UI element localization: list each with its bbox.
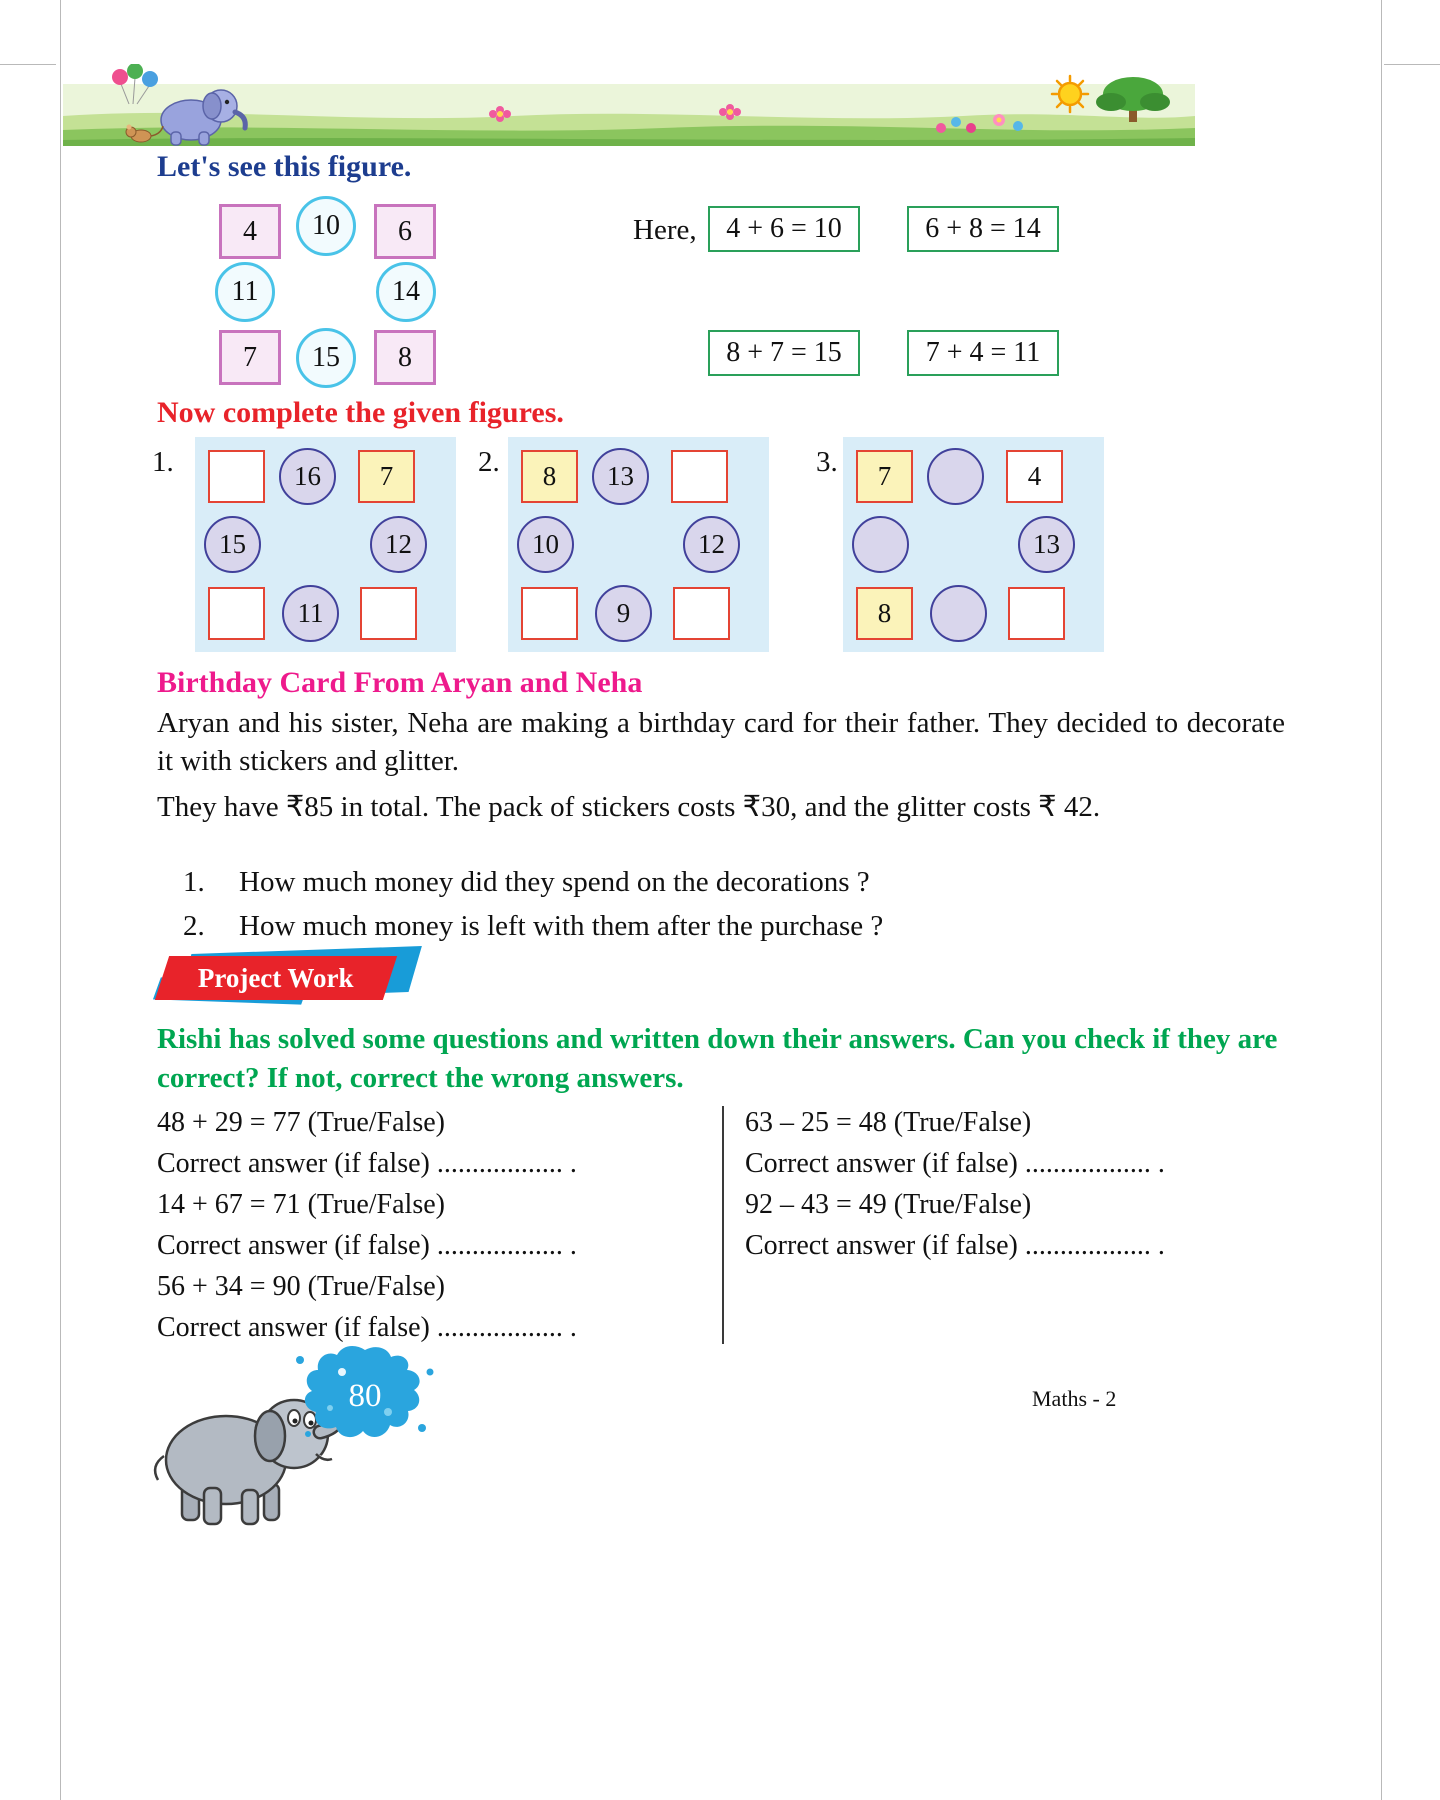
exercise-line: 56 + 34 = 90 (True/False) bbox=[157, 1271, 445, 1302]
here-label: Here, bbox=[633, 214, 697, 246]
question-number: 2. bbox=[183, 910, 205, 942]
section-heading-birthday: Birthday Card From Aryan and Neha bbox=[157, 666, 643, 699]
question-number: 1. bbox=[183, 866, 205, 898]
cell-value: 9 bbox=[616, 598, 631, 628]
answer-square[interactable] bbox=[1008, 587, 1065, 640]
answer-blank-line[interactable]: Correct answer (if false) .................. . bbox=[745, 1230, 1165, 1261]
figure-panel-3 bbox=[843, 437, 1104, 652]
banner-label: Project Work bbox=[198, 962, 354, 993]
sample-circle bbox=[296, 196, 356, 256]
number-circle bbox=[517, 516, 574, 573]
project-work-banner bbox=[158, 950, 438, 1010]
equation-box bbox=[708, 206, 860, 252]
exercise-line: 48 + 29 = 77 (True/False) bbox=[157, 1107, 445, 1138]
figure-label-2: 2. bbox=[478, 446, 500, 478]
cell-value: 12 bbox=[385, 529, 412, 559]
exercise-line: 92 – 43 = 49 (True/False) bbox=[745, 1189, 1032, 1220]
answer-square[interactable] bbox=[208, 587, 265, 640]
cell-value: 4 bbox=[1027, 461, 1042, 491]
project-instructions: Rishi has solved some questions and written down their answers. Can you check if they are correct? If not, correct the wrong answers. bbox=[157, 1023, 1278, 1094]
cell-value: 11 bbox=[297, 598, 324, 628]
cell-value: 6 bbox=[398, 215, 412, 247]
page-right-rule bbox=[1381, 0, 1382, 1800]
answer-square[interactable] bbox=[671, 450, 728, 503]
sample-square bbox=[219, 330, 281, 385]
number-circle bbox=[370, 516, 427, 573]
banner-red-shape bbox=[155, 956, 397, 1000]
edition-label: Maths - 2 bbox=[1032, 1386, 1117, 1411]
answer-blank-line[interactable]: Correct answer (if false) .................. . bbox=[157, 1230, 577, 1261]
number-circle bbox=[595, 585, 652, 642]
page-left-rule bbox=[60, 0, 61, 1800]
story-question-1 bbox=[183, 866, 870, 899]
cell-value: 10 bbox=[312, 210, 340, 241]
figure-panel-1 bbox=[195, 437, 456, 652]
answer-square[interactable] bbox=[521, 587, 578, 640]
banner-illustration bbox=[63, 64, 1195, 146]
sample-circle bbox=[296, 328, 356, 388]
number-circle bbox=[592, 448, 649, 505]
sample-square bbox=[374, 330, 436, 385]
figure-panel-2 bbox=[508, 437, 769, 652]
question-text: How much money is left with them after the purchase ? bbox=[239, 910, 884, 942]
exercise-left-column bbox=[157, 1102, 717, 1348]
exercise-right-column bbox=[745, 1102, 1305, 1266]
cell-value: 7 bbox=[877, 461, 892, 491]
sample-square bbox=[374, 204, 436, 259]
equation-box bbox=[907, 330, 1059, 376]
sample-figure bbox=[215, 196, 445, 396]
page-number: 80 bbox=[348, 1377, 382, 1414]
sun-icon bbox=[1052, 76, 1088, 112]
equation-text: 8 + 7 = 15 bbox=[726, 337, 842, 368]
figure-label-1: 1. bbox=[152, 446, 174, 478]
number-circle bbox=[279, 448, 336, 505]
number-circle bbox=[282, 585, 339, 642]
answer-circle[interactable] bbox=[930, 585, 987, 642]
number-square bbox=[856, 587, 913, 640]
cell-value: 8 bbox=[398, 341, 412, 373]
exercise-line: 63 – 25 = 48 (True/False) bbox=[745, 1107, 1032, 1138]
exercise-line: 14 + 67 = 71 (True/False) bbox=[157, 1189, 445, 1220]
answer-blank-line[interactable]: Correct answer (if false) .................. . bbox=[157, 1148, 577, 1179]
answer-circle[interactable] bbox=[852, 516, 909, 573]
figure-label-3: 3. bbox=[816, 446, 838, 478]
cell-value: 15 bbox=[219, 529, 246, 559]
story-question-2 bbox=[183, 910, 883, 943]
number-square bbox=[1006, 450, 1063, 503]
cell-value: 13 bbox=[607, 461, 634, 491]
cell-value: 16 bbox=[294, 461, 321, 491]
cell-value: 11 bbox=[231, 276, 259, 307]
number-square bbox=[856, 450, 913, 503]
header-banner bbox=[63, 64, 1195, 146]
equation-box bbox=[708, 330, 860, 376]
crop-mark-left bbox=[0, 64, 56, 65]
story-paragraph-1: Aryan and his sister, Neha are making a birthday card for their father. They decided to decorate it with stickers and glitter. bbox=[157, 707, 1285, 778]
cell-value: 10 bbox=[532, 529, 559, 559]
question-text: How much money did they spend on the decorations ? bbox=[239, 866, 870, 898]
sample-circle bbox=[215, 262, 275, 322]
answer-blank-line[interactable]: Correct answer (if false) .................. . bbox=[157, 1312, 577, 1343]
sample-square bbox=[219, 204, 281, 259]
equation-text: 4 + 6 = 10 bbox=[726, 213, 842, 244]
cell-value: 7 bbox=[379, 461, 394, 491]
cell-value: 15 bbox=[312, 342, 340, 373]
page-number-splash bbox=[290, 1342, 440, 1450]
answer-square[interactable] bbox=[360, 587, 417, 640]
cell-value: 8 bbox=[877, 598, 892, 628]
equation-text: 6 + 8 = 14 bbox=[925, 213, 1041, 244]
crop-mark-right bbox=[1384, 64, 1440, 65]
number-circle bbox=[683, 516, 740, 573]
cell-value: 13 bbox=[1033, 529, 1060, 559]
cell-value: 12 bbox=[698, 529, 725, 559]
answer-square[interactable] bbox=[673, 587, 730, 640]
section-heading-lets-see: Let's see this figure. bbox=[157, 150, 412, 183]
number-circle bbox=[204, 516, 261, 573]
cell-value: 7 bbox=[243, 341, 257, 373]
sample-circle bbox=[376, 262, 436, 322]
answer-square[interactable] bbox=[208, 450, 265, 503]
cell-value: 4 bbox=[243, 215, 257, 247]
number-square bbox=[521, 450, 578, 503]
cell-value: 14 bbox=[392, 276, 420, 307]
answer-blank-line[interactable]: Correct answer (if false) .................. . bbox=[745, 1148, 1165, 1179]
column-divider bbox=[722, 1106, 724, 1344]
equation-box bbox=[907, 206, 1059, 252]
number-circle bbox=[1018, 516, 1075, 573]
equation-text: 7 + 4 = 11 bbox=[925, 337, 1041, 368]
cell-value: 8 bbox=[542, 461, 557, 491]
number-square bbox=[358, 450, 415, 503]
section-heading-complete: Now complete the given figures. bbox=[157, 396, 564, 429]
story-paragraph-2: They have ₹85 in total. The pack of stickers costs ₹30, and the glitter costs ₹ 42. bbox=[157, 791, 1101, 823]
answer-circle[interactable] bbox=[927, 448, 984, 505]
